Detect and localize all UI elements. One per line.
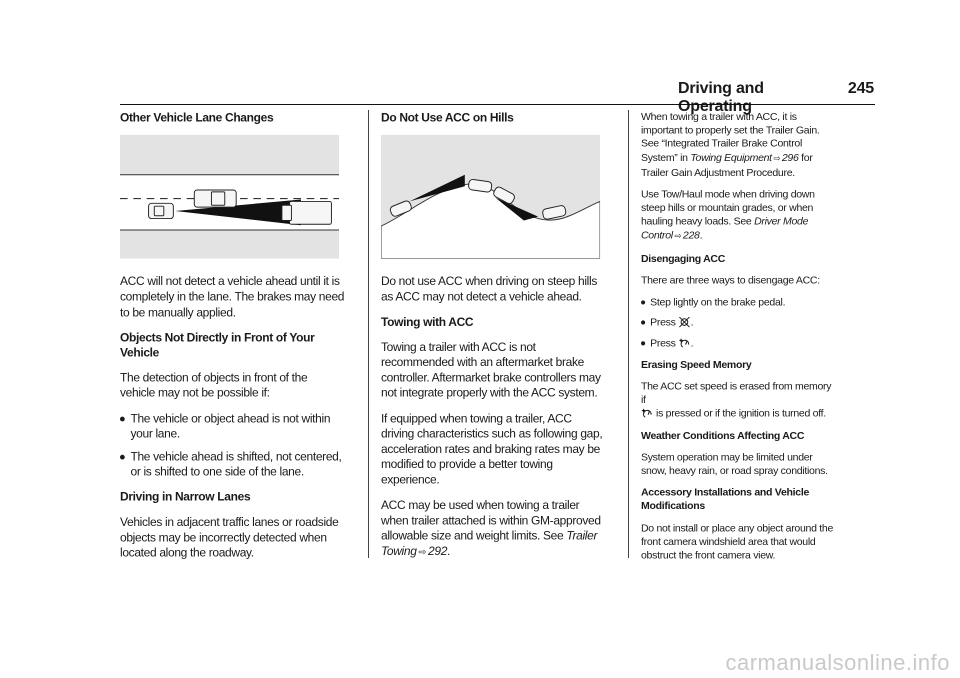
bullet-list-disengage xyxy=(641,296,838,350)
cancel-acc-icon xyxy=(679,317,691,329)
link-towing-equipment[interactable]: Towing Equipment xyxy=(690,151,772,164)
header-rule xyxy=(120,104,875,105)
acc-on-off-icon xyxy=(641,408,653,420)
acc-on-off-icon xyxy=(679,337,691,349)
heading-narrow-lanes: Driving in Narrow Lanes xyxy=(120,490,251,504)
page-number: 245 xyxy=(847,80,874,97)
paragraph-speed-erase: The ACC set speed is erased from memory if is pressed or if the ignition is turned off. xyxy=(641,380,832,420)
heading-towing-acc: Towing with ACC xyxy=(381,315,474,329)
heading-weather-conditions: Weather Conditions Affecting ACC xyxy=(641,429,805,442)
heading-erasing-speed-memory: Erasing Speed Memory xyxy=(641,358,752,371)
page-ref-arrow-icon: ⇨ xyxy=(773,153,781,164)
heading-no-acc-hills: Do Not Use ACC on Hills xyxy=(381,110,514,125)
column-3 xyxy=(641,110,838,570)
page-ref-arrow-icon: ⇨ xyxy=(418,547,427,558)
paragraph-acc-detect: ACC will not detect a vehicle ahead until it is completely in the lane. The brakes may need to be manually applied. xyxy=(120,274,345,320)
paragraph-front-camera: Do not install or place any object around the front camera windshield area that would obstruct the front camera view. xyxy=(641,522,834,561)
column-divider-1 xyxy=(368,110,369,558)
paragraph-towing-characteristics: If equipped when towing a trailer, ACC driving characteristics such as following gap, acceleration rates and braking rates may be modified to provide a better towing experience. xyxy=(381,411,603,487)
link-trailer-towing[interactable]: Trailer Towing xyxy=(381,529,598,558)
paragraph-aftermarket-brake: Towing a trailer with ACC is not recommended with an aftermarket brake controller. Aftermarket brake controllers may not integrate properly with the ACC system. xyxy=(381,340,601,400)
column-divider-2 xyxy=(628,110,629,558)
paragraph-weather: System operation may be limited under snow, heavy rain, or road spray conditions. xyxy=(641,451,828,477)
hills-illustration xyxy=(381,135,600,259)
column-2 xyxy=(381,110,606,570)
page-ref-296[interactable]: 296 xyxy=(781,151,799,164)
column-1 xyxy=(120,110,345,570)
lane-change-illustration xyxy=(120,135,339,259)
page-ref-228[interactable]: 228 xyxy=(682,229,700,241)
list-item: Press . xyxy=(641,336,838,350)
list-item: The vehicle or object ahead is not within your lane. xyxy=(120,411,345,442)
paragraph-detection-objects: The detection of objects in front of the vehicle may not be possible if: xyxy=(120,371,308,400)
section-title: Driving and Operating xyxy=(678,80,764,115)
heading-objects-not-in-front: Objects Not Directly in Front of Your Vehicle xyxy=(120,330,315,360)
paragraph-steep-hills: Do not use ACC when driving on steep hills as ACC may not detect a vehicle ahead. xyxy=(381,274,598,304)
list-item: Press . xyxy=(641,316,838,330)
heading-other-vehicle-lane-changes: Other Vehicle Lane Changes xyxy=(120,110,274,125)
page-ref-292[interactable]: 292 xyxy=(428,544,448,558)
page-header xyxy=(678,80,874,115)
page-ref-arrow-icon: ⇨ xyxy=(674,231,682,241)
link-driver-mode-control[interactable]: Driver Mode Control xyxy=(641,215,809,241)
watermark: carmanualsonline.info xyxy=(725,650,950,675)
list-item: The vehicle ahead is shifted, not centered, or is shifted to one side of the lane. xyxy=(120,449,345,480)
paragraph-trailer-gain: When towing a trailer with ACC, it is important to properly set the Trailer Gain. See “Integrated Trailer Brake Control System” in Towing Equipment ⇨ 296 for Trailer Gain Adjustment Procedure. xyxy=(641,110,820,179)
paragraph-gm-approved: ACC may be used when towing a trailer when trailer attached is within GM-approved allowable size and weight limits. See Trailer Towing ⇨ 292. xyxy=(381,497,606,561)
paragraph-three-ways: There are three ways to disengage ACC: xyxy=(641,274,820,287)
paragraph-tow-haul: Use Tow/Haul mode when driving down steep hills or mountain grades, or when hauling heavy loads. See Driver Mode Control ⇨ 228. xyxy=(641,188,838,244)
bullet-list-detection xyxy=(120,411,345,480)
heading-disengaging-acc: Disengaging ACC xyxy=(641,252,726,265)
paragraph-narrow-lanes: Vehicles in adjacent traffic lanes or roadside objects may be incorrectly detected when located along the roadway. xyxy=(120,515,339,560)
heading-accessory-installations: Accessory Installations and Vehicle Modifications xyxy=(641,486,810,512)
list-item: Step lightly on the brake pedal. xyxy=(641,296,838,310)
